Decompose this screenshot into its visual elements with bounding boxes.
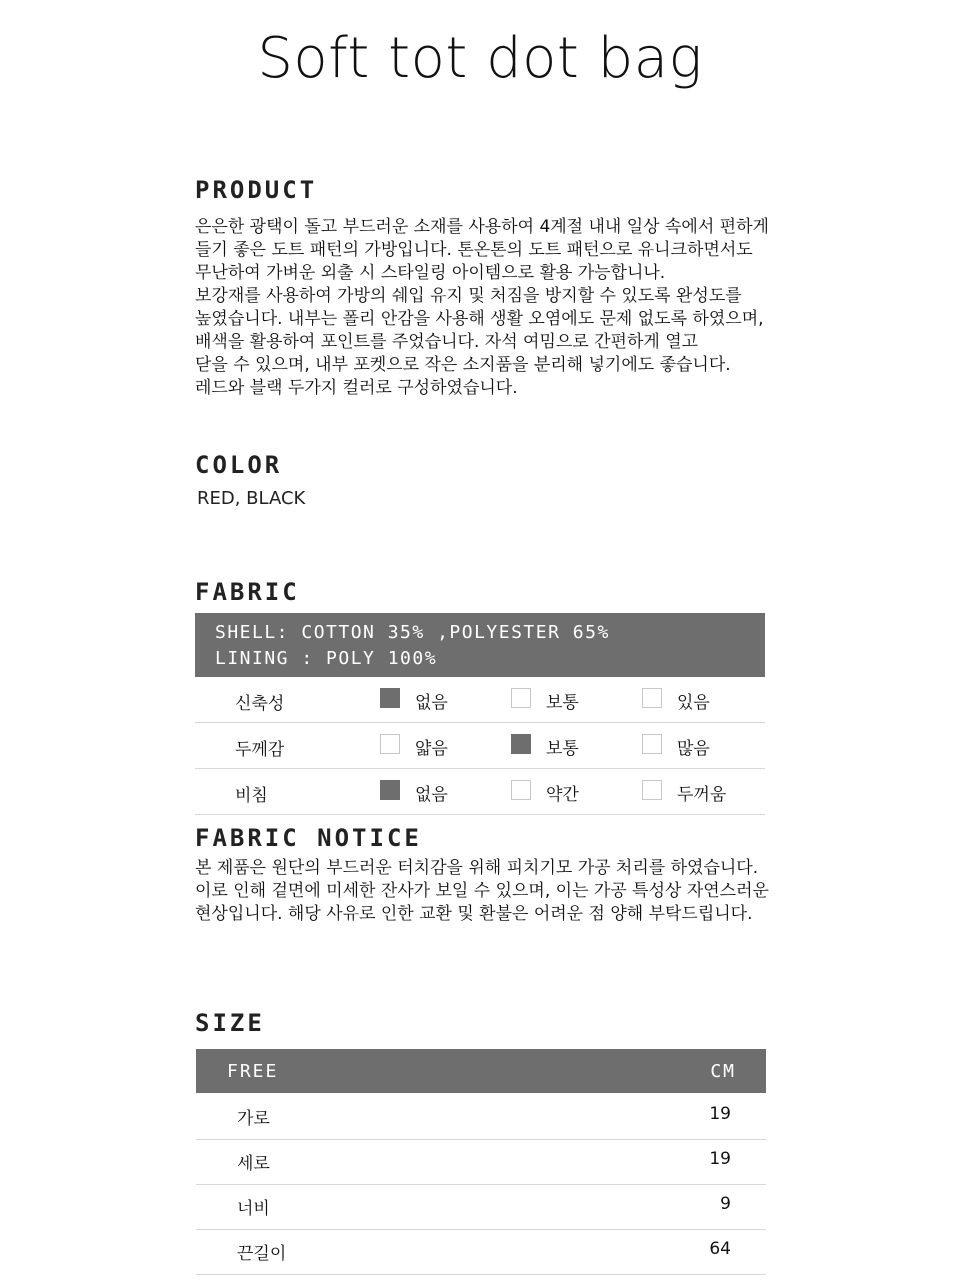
fabric-row-stretch (195, 677, 765, 723)
fabric-notice-heading: FABRIC NOTICE (195, 824, 422, 852)
notice-line: 본 제품은 원단의 부드러운 터치감을 위해 피치기모 가공 처리를 하였습니다. (195, 858, 759, 878)
checkbox (642, 688, 662, 708)
option-label: 두꺼움 (677, 785, 727, 805)
product-line: 보강재를 사용하여 가방의 쉐입 유지 및 처짐을 방지할 수 있도록 완성도를 (195, 286, 742, 306)
fabric-row-label: 신축성 (235, 694, 285, 714)
fabric-row-sheerness (195, 769, 765, 815)
option-label: 약간 (546, 785, 579, 805)
checkbox (642, 734, 662, 754)
size-label: 너비 (237, 1199, 270, 1219)
product-description (195, 216, 785, 400)
option-label: 많음 (677, 739, 710, 759)
size-heading: SIZE (195, 1009, 265, 1037)
size-header-unit: CM (710, 1061, 736, 1082)
checkbox (642, 780, 662, 800)
size-label: 세로 (237, 1154, 270, 1174)
option-label: 없음 (415, 693, 448, 713)
option-label: 있음 (677, 693, 710, 713)
size-table-header (196, 1049, 766, 1093)
fabric-row-label: 비침 (235, 786, 268, 806)
product-line: 높였습니다. 내부는 폴리 안감을 사용해 생활 오염에도 문제 없도록 하였으며, (195, 309, 764, 329)
checkbox (511, 688, 531, 708)
product-title: Soft tot dot bag (257, 26, 703, 91)
option-label: 없음 (415, 785, 448, 805)
fabric-lining: LINING : POLY 100% (215, 648, 438, 669)
option-label: 얇음 (415, 739, 448, 759)
product-line: 닫을 수 있으며, 내부 포켓으로 작은 소지품을 분리해 넣기에도 좋습니다. (195, 355, 731, 375)
size-label: 끈길이 (237, 1244, 287, 1264)
size-value: 64 (709, 1239, 731, 1259)
size-value: 9 (720, 1194, 731, 1214)
checkbox (380, 734, 400, 754)
size-label: 가로 (237, 1109, 270, 1129)
color-value: RED, BLACK (197, 488, 306, 509)
fabric-row-label: 두께감 (235, 740, 285, 760)
notice-line: 현상입니다. 해당 사유로 인한 교환 및 환불은 어려운 점 양해 부탁드립니다. (195, 904, 753, 924)
fabric-composition-box (195, 613, 765, 677)
product-line: 배색을 활용하여 포인트를 주었습니다. 자석 여밈으로 간편하게 열고 (195, 332, 699, 352)
table-row (196, 1094, 766, 1140)
table-row (196, 1184, 766, 1230)
notice-line: 이로 인해 겉면에 미세한 잔사가 보일 수 있으며, 이는 가공 특성상 자연스러운 (195, 881, 769, 901)
product-line: 무난하여 가벼운 외출 시 스타일링 아이템으로 활용 가능합니나. (195, 263, 666, 283)
fabric-heading: FABRIC (195, 578, 300, 606)
table-row (196, 1229, 766, 1275)
fabric-shell: SHELL: COTTON 35% ,POLYESTER 65% (215, 622, 610, 643)
table-row (196, 1139, 766, 1185)
checkbox-checked (380, 780, 400, 800)
product-line: 들기 좋은 도트 패턴의 가방입니다. 톤온톤의 도트 패턴으로 유니크하면서도 (195, 240, 753, 260)
product-heading: PRODUCT (195, 176, 318, 204)
checkbox-checked (511, 734, 531, 754)
size-value: 19 (709, 1104, 731, 1124)
fabric-notice-text (195, 857, 785, 926)
color-heading: COLOR (195, 451, 283, 479)
option-label: 보통 (546, 693, 579, 713)
size-header-free: FREE (227, 1061, 279, 1082)
product-line: 은은한 광택이 돌고 부드러운 소재를 사용하여 4계절 내내 일상 속에서 편하게 (195, 217, 769, 237)
product-line: 레드와 블랙 두가지 컬러로 구성하였습니다. (195, 378, 518, 398)
checkbox (511, 780, 531, 800)
size-value: 19 (709, 1149, 731, 1169)
checkbox-checked (380, 688, 400, 708)
option-label: 보통 (546, 739, 579, 759)
fabric-row-thickness (195, 723, 765, 769)
